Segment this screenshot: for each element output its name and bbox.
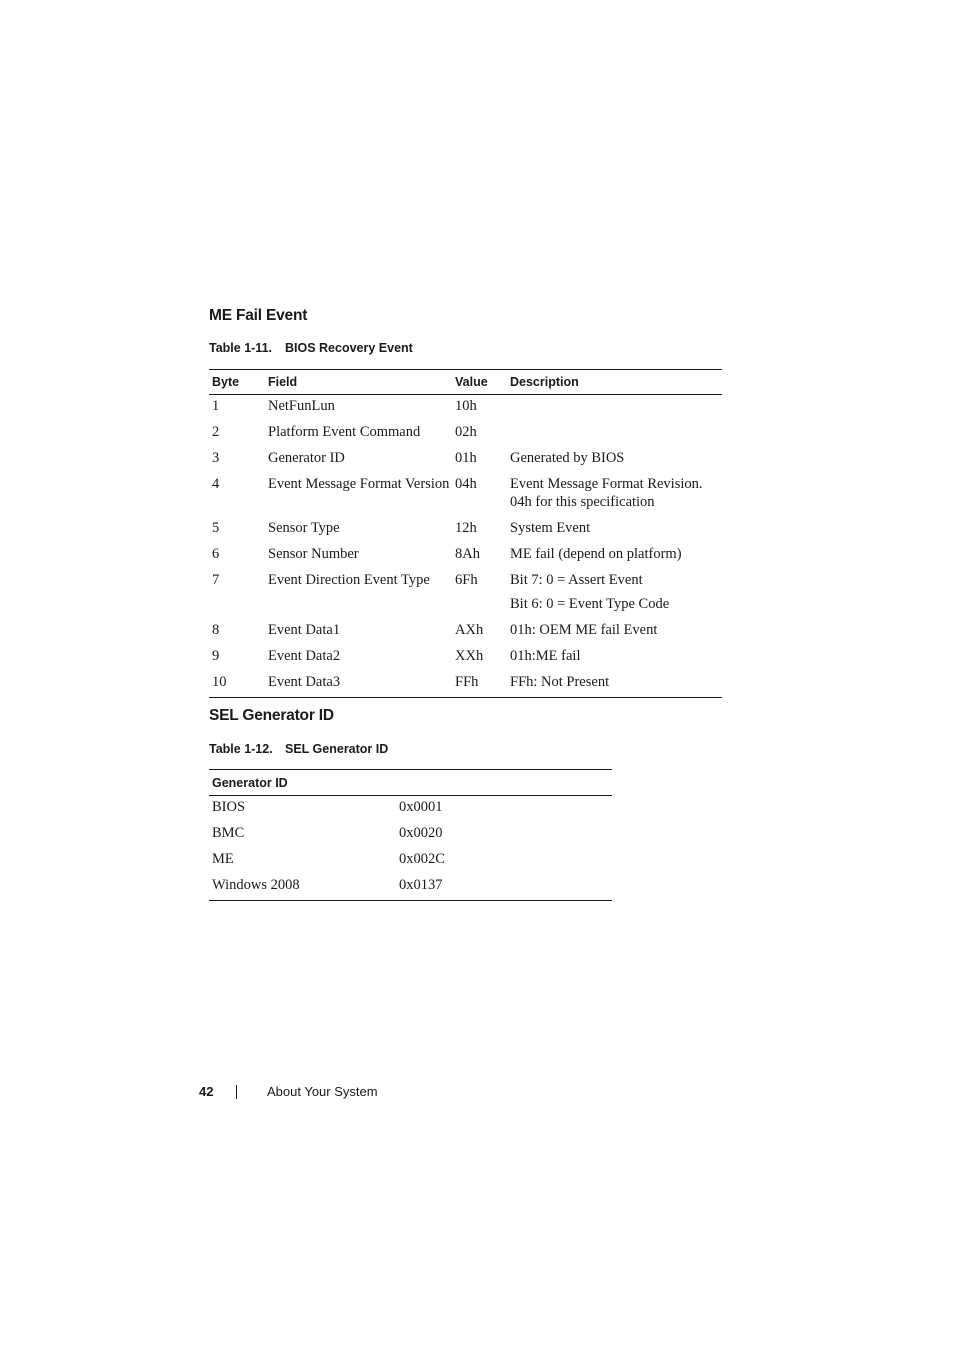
- description-cell: [507, 569, 722, 619]
- byte-cell: 4: [212, 476, 220, 492]
- table-row: [209, 645, 722, 671]
- field-cell: Event Data3: [268, 674, 341, 690]
- description-cell: 01h: OEM ME fail Event: [510, 622, 658, 638]
- field-cell: Platform Event Command: [268, 424, 421, 440]
- section-heading-me-fail-event: ME Fail Event: [209, 307, 308, 324]
- value-cell: XXh: [455, 648, 484, 664]
- generator-id-cell: 0x0020: [399, 825, 443, 841]
- table-row: [209, 517, 722, 543]
- field-cell: NetFunLun: [268, 398, 335, 414]
- table-row: [209, 619, 722, 645]
- table-row: [209, 473, 722, 517]
- generator-name-cell: Windows 2008: [212, 877, 300, 893]
- value-cell: 02h: [455, 424, 477, 440]
- table-caption-1-11: [209, 341, 413, 355]
- field-cell: Event Message Format Version: [268, 476, 450, 492]
- table-row: [209, 796, 612, 823]
- table-row: [209, 822, 612, 848]
- description-line: Bit 6: 0 = Event Type Code: [510, 596, 670, 612]
- description-cell: [507, 421, 722, 447]
- value-cell: 10h: [455, 398, 477, 414]
- page-footer: [199, 1084, 378, 1099]
- description-cell: System Event: [510, 520, 591, 536]
- field-cell: Generator ID: [268, 450, 345, 466]
- byte-cell: 3: [212, 450, 220, 466]
- table-header-row: [209, 370, 722, 395]
- page-number: 42: [199, 1084, 214, 1099]
- table-row: [209, 543, 722, 569]
- value-cell: 01h: [455, 450, 477, 466]
- field-cell: Sensor Type: [268, 520, 340, 536]
- table-row: [209, 421, 722, 447]
- description-line: Bit 7: 0 = Assert Event: [510, 572, 643, 588]
- value-cell: 8Ah: [455, 546, 480, 562]
- byte-cell: 8: [212, 622, 220, 638]
- chapter-title: About Your System: [267, 1084, 378, 1099]
- description-cell: [507, 395, 722, 422]
- description-cell: FFh: Not Present: [510, 674, 610, 690]
- field-cell: Sensor Number: [268, 546, 359, 562]
- field-cell: Event Direction Event Type: [268, 572, 430, 588]
- byte-cell: 2: [212, 424, 220, 440]
- table-row: [209, 848, 612, 874]
- value-cell: 6Fh: [455, 572, 478, 588]
- description-cell: Generated by BIOS: [510, 450, 625, 466]
- table-title: SEL Generator ID: [285, 742, 389, 756]
- generator-id-cell: 0x0137: [399, 877, 443, 893]
- column-header-byte: Byte: [209, 370, 265, 395]
- byte-cell: 6: [212, 546, 220, 562]
- value-cell: 04h: [455, 476, 477, 492]
- byte-cell: 10: [212, 674, 227, 690]
- generator-name-cell: ME: [212, 851, 234, 867]
- bios-recovery-event-table: [209, 369, 722, 698]
- footer-separator: [236, 1085, 237, 1099]
- byte-cell: 7: [212, 572, 220, 588]
- field-cell: Event Data2: [268, 648, 341, 664]
- table-header-row: [209, 770, 612, 796]
- table-row: [209, 874, 612, 901]
- table-row: [209, 395, 722, 422]
- description-cell: 01h:ME fail: [510, 648, 581, 664]
- table-number: Table 1-11.: [209, 341, 272, 355]
- section-heading-sel-generator-id: SEL Generator ID: [209, 707, 334, 724]
- generator-id-cell: 0x002C: [399, 851, 445, 867]
- generator-name-cell: BMC: [212, 825, 245, 841]
- field-cell: Event Data1: [268, 622, 341, 638]
- table-number: Table 1-12.: [209, 742, 273, 756]
- table-title: BIOS Recovery Event: [285, 341, 413, 355]
- generator-id-cell: 0x0001: [399, 799, 443, 815]
- table-row: [209, 569, 722, 619]
- column-header-generator-id: Generator ID: [209, 770, 612, 796]
- column-header-description: Description: [507, 370, 722, 395]
- byte-cell: 1: [212, 398, 220, 414]
- byte-cell: 5: [212, 520, 220, 536]
- generator-name-cell: BIOS: [212, 799, 246, 815]
- column-header-field: Field: [265, 370, 452, 395]
- table-row: [209, 671, 722, 698]
- value-cell: FFh: [455, 674, 479, 690]
- byte-cell: 9: [212, 648, 220, 664]
- sel-generator-id-table: [209, 769, 612, 901]
- description-cell: ME fail (depend on platform): [510, 546, 682, 562]
- table-caption-1-12: [209, 742, 388, 756]
- value-cell: 12h: [455, 520, 477, 536]
- description-cell: Event Message Format Revision. 04h for this specification: [510, 476, 703, 510]
- value-cell: AXh: [455, 622, 484, 638]
- column-header-value: Value: [452, 370, 507, 395]
- table-row: [209, 447, 722, 473]
